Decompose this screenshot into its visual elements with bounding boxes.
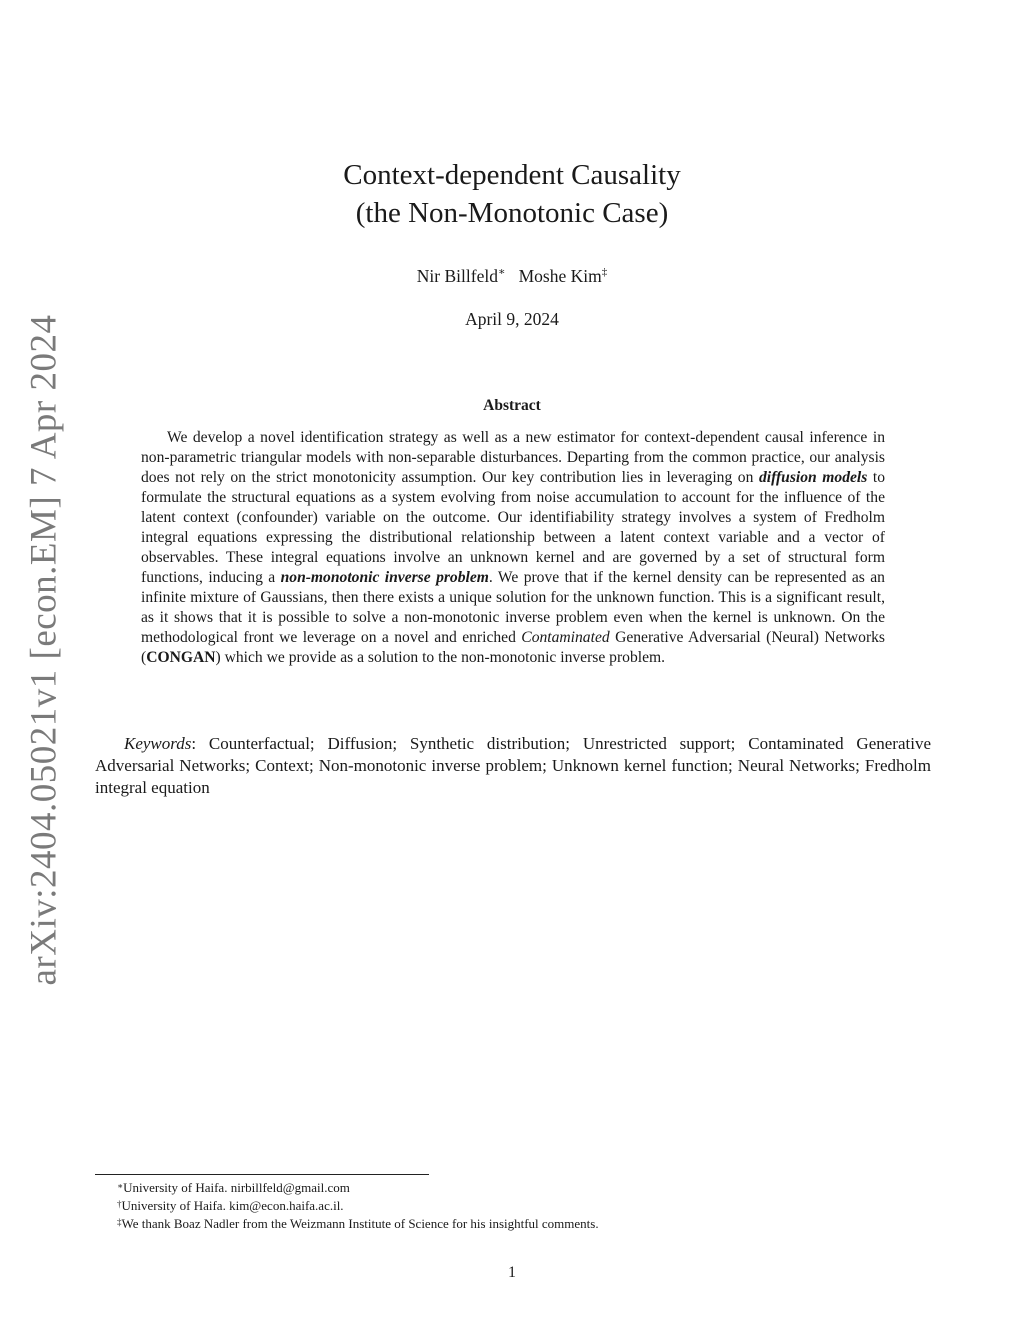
footnote-mark: ‡ bbox=[117, 1217, 122, 1227]
abstract-text: . We prove that if the kernel density can be represented as an infinite mixture of Gaussians, then there exists a unique solution for the unknown function. This is a significant result, as it shows that it is possible to solve a non-monotonic inverse problem even when the kernel is unknown. On the methodological front we leverage on a novel and enriched bbox=[141, 569, 885, 646]
paper-date: April 9, 2024 bbox=[465, 309, 559, 329]
abstract-body bbox=[141, 428, 885, 668]
abstract-italic: Contaminated bbox=[521, 629, 610, 646]
author-name: Moshe Kim bbox=[518, 265, 602, 286]
abstract-text: to formulate the structural equations as a system evolving from noise accumulation to account for the influence of the latent context (confounder) variable on the outcome. Our identifiability strategy involves a system of Fredholm integral equations expressing the distributional relationship between a latent context variable and a vector of observables. These integral equations involve an unknown kernel and are governed by a set of structural form functions, inducing a bbox=[141, 469, 885, 586]
abstract-emphasis: diffusion models bbox=[758, 469, 868, 486]
abstract-bold: CONGAN bbox=[146, 649, 216, 666]
footnote bbox=[117, 1215, 599, 1233]
keywords-label: Keywords bbox=[124, 734, 192, 753]
footnote-text: University of Haifa. nirbillfeld@gmail.com bbox=[123, 1180, 350, 1195]
keywords-paragraph: Keywords: Counterfactual; Diffusion; Synthetic distribution; Unrestricted support; Contaminated Generative Adversarial Networks; Context; Non-monotonic inverse problem; Unknown kernel function; Neural Networks; Fredholm integral equation bbox=[95, 734, 931, 797]
paper-title-line-2: (the Non-Monotonic Case) bbox=[355, 197, 669, 229]
footnote-mark: † bbox=[117, 1199, 122, 1209]
footnote-text: We thank Boaz Nadler from the Weizmann Institute of Science for his insightful comments. bbox=[121, 1216, 599, 1231]
abstract-emphasis: non-monotonic inverse problem bbox=[280, 569, 489, 586]
author-name: Nir Billfeld bbox=[416, 265, 498, 286]
page-number: 1 bbox=[508, 1264, 516, 1281]
author-list bbox=[0, 265, 1024, 287]
author-mark: ∗ bbox=[497, 266, 506, 278]
abstract-heading: Abstract bbox=[483, 397, 541, 414]
abstract-text: Generative Adversarial (Neural) Networks ( bbox=[141, 629, 886, 666]
footnote-text: University of Haifa. kim@econ.haifa.ac.il. bbox=[121, 1198, 344, 1213]
footnote-mark: ∗ bbox=[117, 1181, 124, 1191]
footnote bbox=[117, 1179, 350, 1197]
abstract-text: We develop a novel identification strategy as well as a new estimator for context-dependent causal inference in non-parametric triangular models with non-separable disturbances. Departing from the common practice, our analysis does not rely on the strict monotonicity assumption. Our key contribution lies in leveraging on bbox=[141, 429, 885, 486]
footnote-rule bbox=[95, 1174, 429, 1175]
author-mark: ‡ bbox=[601, 266, 608, 278]
paper-title-line-1: Context-dependent Causality bbox=[343, 159, 681, 191]
keywords-text: Counterfactual; Diffusion; Synthetic distribution; Unrestricted support; Contaminated Generative Adversarial Networks; Context; Non-monotonic inverse problem; Unknown kernel function; Neural Networks; Fredholm integral equation bbox=[95, 734, 931, 797]
footnote bbox=[117, 1197, 344, 1215]
abstract-text: ) which we provide as a solution to the non-monotonic inverse problem. bbox=[215, 649, 666, 666]
arxiv-identifier: arXiv:2404.05021v1 [econ.EM] 7 Apr 2024 bbox=[23, 314, 65, 986]
